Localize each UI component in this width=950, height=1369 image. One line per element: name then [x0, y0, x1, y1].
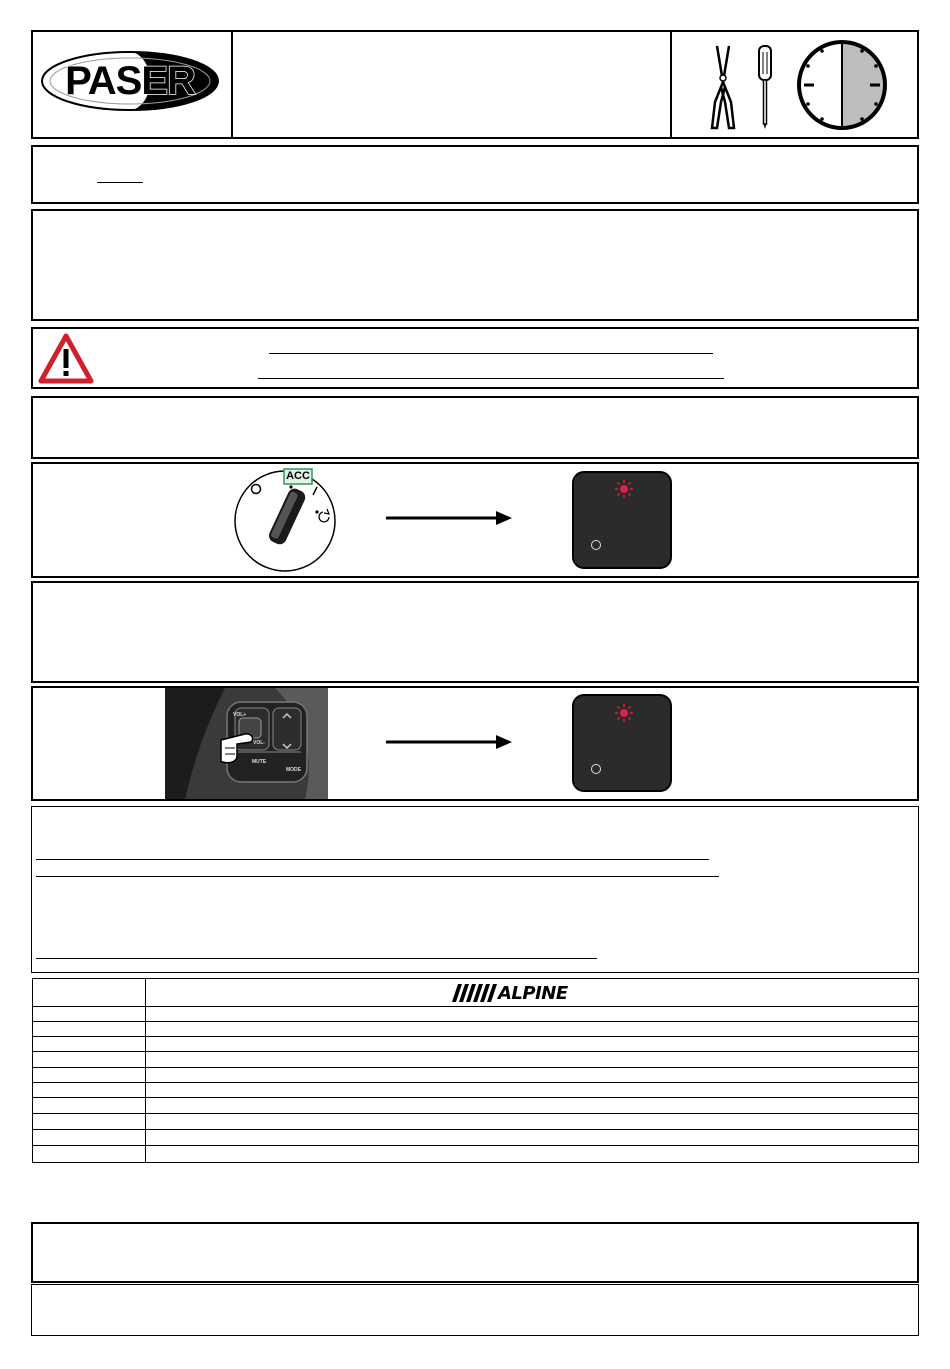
- keypad-button: [591, 540, 601, 550]
- table-row-1-left: [32, 1006, 146, 1022]
- table-row-9-left: [32, 1129, 146, 1146]
- arrow-icon-1: [386, 509, 514, 527]
- label-vol-down: VOL-: [253, 740, 265, 746]
- table-row-4-right: [145, 1051, 919, 1068]
- notes-underline-3: [36, 958, 597, 959]
- intro-box: [31, 145, 919, 204]
- alpine-logo: [452, 983, 568, 1003]
- keypad-led-1: [572, 471, 672, 569]
- warning-box: [31, 327, 919, 389]
- table-row-5-left: [32, 1067, 146, 1083]
- footer-box-2: [31, 1284, 919, 1336]
- acc-label: ACC: [286, 470, 310, 482]
- notes-underline-1: [36, 859, 709, 860]
- table-row-8-left: [32, 1113, 146, 1130]
- table-row-4-left: [32, 1051, 146, 1068]
- instruction-box-2: [31, 581, 919, 683]
- alpine-brand: ALPINE: [498, 982, 568, 1004]
- warning-triangle-icon: [38, 333, 94, 385]
- notes-box: [31, 806, 919, 973]
- footer-box-1: [31, 1222, 919, 1283]
- label-vol-up: VOL+: [233, 712, 247, 718]
- paser-logo: [40, 50, 220, 112]
- label-mute: MUTE: [252, 759, 267, 765]
- logo-text: PASER: [65, 58, 195, 103]
- notes-underline-2: [36, 876, 719, 877]
- instruction-box-1: [31, 396, 919, 459]
- description-box: [31, 209, 919, 321]
- arrow-icon-2: [386, 733, 514, 751]
- warning-underline-2: [258, 378, 724, 379]
- table-row-6-right: [145, 1082, 919, 1098]
- table-row-10-right: [145, 1145, 919, 1163]
- keypad-led-2: [572, 694, 672, 792]
- header-divider-right: [670, 32, 672, 137]
- table-row-8-right: [145, 1113, 919, 1130]
- led-blink-icon: [614, 703, 634, 723]
- table-row-1-right: [145, 1006, 919, 1022]
- table-row-10-left: [32, 1145, 146, 1163]
- header-divider-left: [231, 32, 233, 137]
- table-row-3-right: [145, 1036, 919, 1052]
- table-row-9-right: [145, 1129, 919, 1146]
- table-row-3-left: [32, 1036, 146, 1052]
- table-row-7-left: [32, 1097, 146, 1114]
- table-row-2-left: [32, 1021, 146, 1037]
- led-blink-icon: [614, 479, 634, 499]
- label-mode: MODE: [286, 767, 301, 773]
- clock-icon: [794, 37, 890, 133]
- table-header-left: [32, 978, 146, 1007]
- table-row-7-right: [145, 1097, 919, 1114]
- intro-underline: [97, 182, 143, 183]
- keypad-button: [591, 764, 601, 774]
- alpine-stripes-icon: [452, 984, 498, 1002]
- warning-underline-1: [269, 353, 713, 354]
- pliers-icon: [703, 42, 743, 132]
- table-row-5-right: [145, 1067, 919, 1083]
- screwdriver-icon: [755, 44, 775, 130]
- table-row-6-left: [32, 1082, 146, 1098]
- steering-wheel-controls-icon: [165, 688, 328, 799]
- table-row-2-right: [145, 1021, 919, 1037]
